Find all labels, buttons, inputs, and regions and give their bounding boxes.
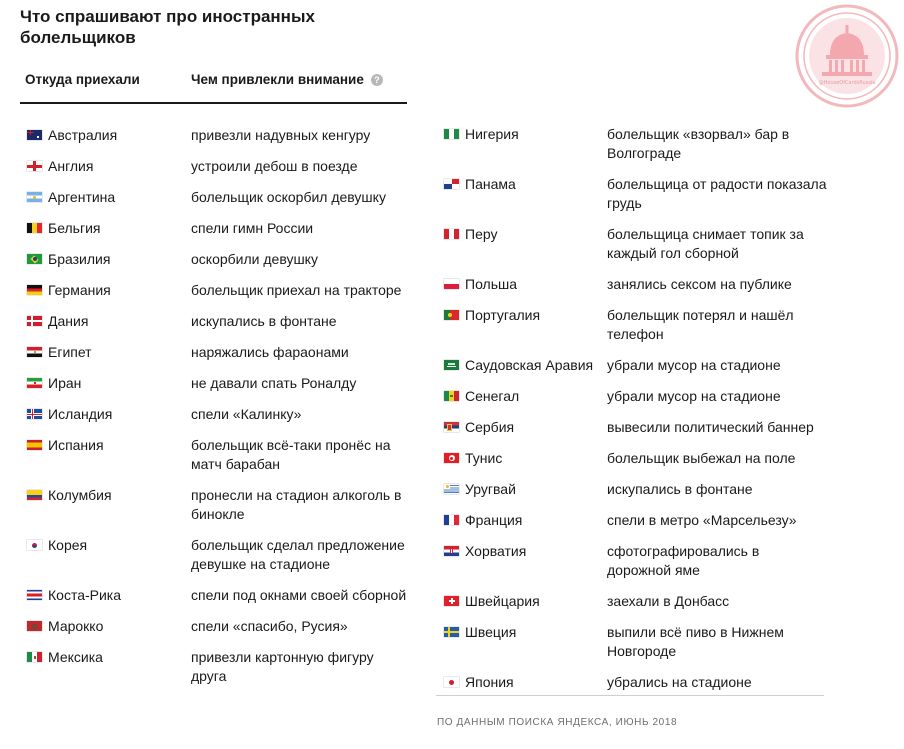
flag-costa-rica-icon: [27, 590, 42, 600]
reason-text: выпили всё пиво в Нижнем Новгороде: [607, 624, 784, 659]
flag-sweden-icon: [444, 627, 459, 637]
flag-saudi-arabia-icon: [444, 360, 459, 370]
right-row: [444, 125, 837, 165]
flag-australia-icon: [27, 130, 42, 140]
country-name: Австралия: [48, 127, 118, 143]
reason-text: вывесили политический баннер: [607, 419, 814, 435]
reason-text: убрали мусор на стадионе: [607, 388, 781, 404]
flag-mexico-icon: [27, 652, 42, 662]
flag-peru-icon: [444, 229, 459, 239]
reason-text: болельщик оскорбил девушку: [191, 189, 386, 205]
country-name: Швеция: [465, 624, 517, 640]
flag-germany-icon: [27, 285, 42, 295]
flag-tunisia-icon: [444, 453, 459, 463]
left-row: [27, 436, 421, 476]
country-name: Иран: [48, 375, 82, 391]
country-name: Польша: [465, 276, 518, 292]
reason-text: устроили дебош в поезде: [191, 158, 358, 174]
reason-text: не давали спать Роналду: [191, 375, 357, 391]
flag-iran-icon: [27, 378, 42, 388]
country-name: Тунис: [465, 450, 503, 466]
country-name: Египет: [48, 344, 92, 360]
flag-japan-icon: [444, 677, 459, 687]
country-name: Панама: [465, 176, 516, 192]
country-name: Испания: [48, 437, 104, 453]
flag-poland-icon: [444, 279, 459, 289]
flag-portugal-icon: [444, 310, 459, 320]
flag-korea-icon: [27, 540, 42, 550]
reason-text: спели «Калинку»: [191, 406, 302, 422]
flag-argentina-icon: [27, 192, 42, 202]
flag-panama-icon: [444, 179, 459, 189]
reason-text: искупались в фонтане: [191, 313, 337, 329]
page-title: Что спрашивают про иностранных болельщиков: [20, 7, 315, 47]
reason-text: болельщица снимает топик за каждый гол сборной: [607, 226, 804, 261]
country-name: Швейцария: [465, 593, 540, 609]
country-name: Сербия: [465, 419, 515, 435]
right-row: [444, 306, 837, 346]
right-row: [444, 175, 837, 215]
flag-switzerland-icon: [444, 596, 459, 606]
left-row: [27, 486, 421, 526]
country-name: Нигерия: [465, 126, 519, 142]
left-row: [27, 648, 421, 688]
right-row: [444, 673, 837, 713]
header-divider: [20, 102, 407, 104]
flag-france-icon: [444, 515, 459, 525]
country-name: Португалия: [465, 307, 541, 323]
flag-morocco-icon: [27, 621, 42, 631]
country-name: Япония: [465, 674, 514, 690]
country-name: Бельгия: [48, 220, 101, 236]
source-footer: ПО ДАННЫМ ПОИСКА ЯНДЕКСА, ИЮНЬ 2018: [437, 717, 678, 728]
reason-text: болельщик сделал предложение девушке на стадионе: [191, 537, 405, 572]
country-name: Корея: [48, 537, 88, 553]
country-name: Хорватия: [465, 543, 527, 559]
reason-text: наряжались фараонами: [191, 344, 349, 360]
country-name: Дания: [48, 313, 89, 329]
reason-text: спели под окнами своей сборной: [191, 587, 407, 603]
country-name: Бразилия: [48, 251, 111, 267]
reason-text: спели «спасибо, Русия»: [191, 618, 348, 634]
flag-uruguay-icon: [444, 484, 459, 494]
reason-text: убрались на стадионе: [607, 674, 752, 690]
flag-croatia-icon: [444, 546, 459, 556]
reason-text: искупались в фонтане: [607, 481, 753, 497]
flag-england-icon: [27, 161, 42, 171]
country-name: Исландия: [48, 406, 113, 422]
country-name: Англия: [48, 158, 94, 174]
country-name: Уругвай: [465, 481, 516, 497]
reason-text: болельщик выбежал на поле: [607, 450, 796, 466]
reason-text: заехали в Донбасс: [607, 593, 730, 609]
reason-text: болельщица от радости показала грудь: [607, 176, 827, 211]
flag-nigeria-icon: [444, 129, 459, 139]
flag-egypt-icon: [27, 347, 42, 357]
country-name: Саудовская Аравия: [465, 357, 594, 373]
right-row: [444, 225, 837, 265]
reason-text: спели гимн России: [191, 220, 314, 236]
right-row: [444, 542, 837, 582]
reason-text: пронесли на стадион алкоголь в бинокле: [191, 487, 402, 522]
reason-text: болельщик «взорвал» бар в Волгограде: [607, 126, 790, 161]
country-name: Мексика: [48, 649, 103, 665]
reason-text: привезли картонную фигуру друга: [191, 649, 374, 684]
column-header-reason: [191, 72, 383, 87]
reason-text: занялись сексом на публике: [607, 276, 792, 292]
column-header-from-label: Откуда приехали: [25, 72, 140, 87]
reason-text: оскорбили девушку: [191, 251, 318, 267]
reason-text: спели в метро «Марсельезу»: [607, 512, 797, 528]
flag-brazil-icon: [27, 254, 42, 264]
country-name: Колумбия: [48, 487, 112, 503]
country-name: Сенегал: [465, 388, 520, 404]
right-row: [444, 623, 837, 663]
flag-colombia-icon: [27, 490, 42, 500]
flag-iceland-icon: [27, 409, 42, 419]
table-bottom-divider: [436, 695, 824, 696]
reason-text: болельщик всё-таки пронёс на матч барабан: [191, 437, 391, 472]
flag-spain-icon: [27, 440, 42, 450]
country-name: Аргентина: [48, 189, 116, 205]
flag-belgium-icon: [27, 223, 42, 233]
column-header-from: [25, 72, 140, 87]
column-header-reason-label: Чем привлекли внимание: [191, 72, 364, 87]
country-name: Перу: [465, 226, 498, 242]
reason-text: болельщик приехал на тракторе: [191, 282, 402, 298]
flag-denmark-icon: [27, 316, 42, 326]
reason-text: сфотографировались в дорожной яме: [607, 543, 760, 578]
country-name: Франция: [465, 512, 523, 528]
country-name: Германия: [48, 282, 111, 298]
reason-text: убрали мусор на стадионе: [607, 357, 781, 373]
reason-text: привезли надувных кенгуру: [191, 127, 371, 143]
flag-senegal-icon: [444, 391, 459, 401]
reason-text: болельщик потерял и нашёл телефон: [607, 307, 794, 342]
country-name: Марокко: [48, 618, 104, 634]
country-name: Коста-Рика: [48, 587, 122, 603]
left-row: [27, 536, 421, 576]
flag-serbia-icon: [444, 422, 459, 432]
svg-text:@HouseOfCardsRussia: @HouseOfCardsRussia: [818, 80, 876, 86]
watermark-seal-icon: [794, 3, 900, 109]
help-icon[interactable]: ?: [371, 74, 383, 86]
